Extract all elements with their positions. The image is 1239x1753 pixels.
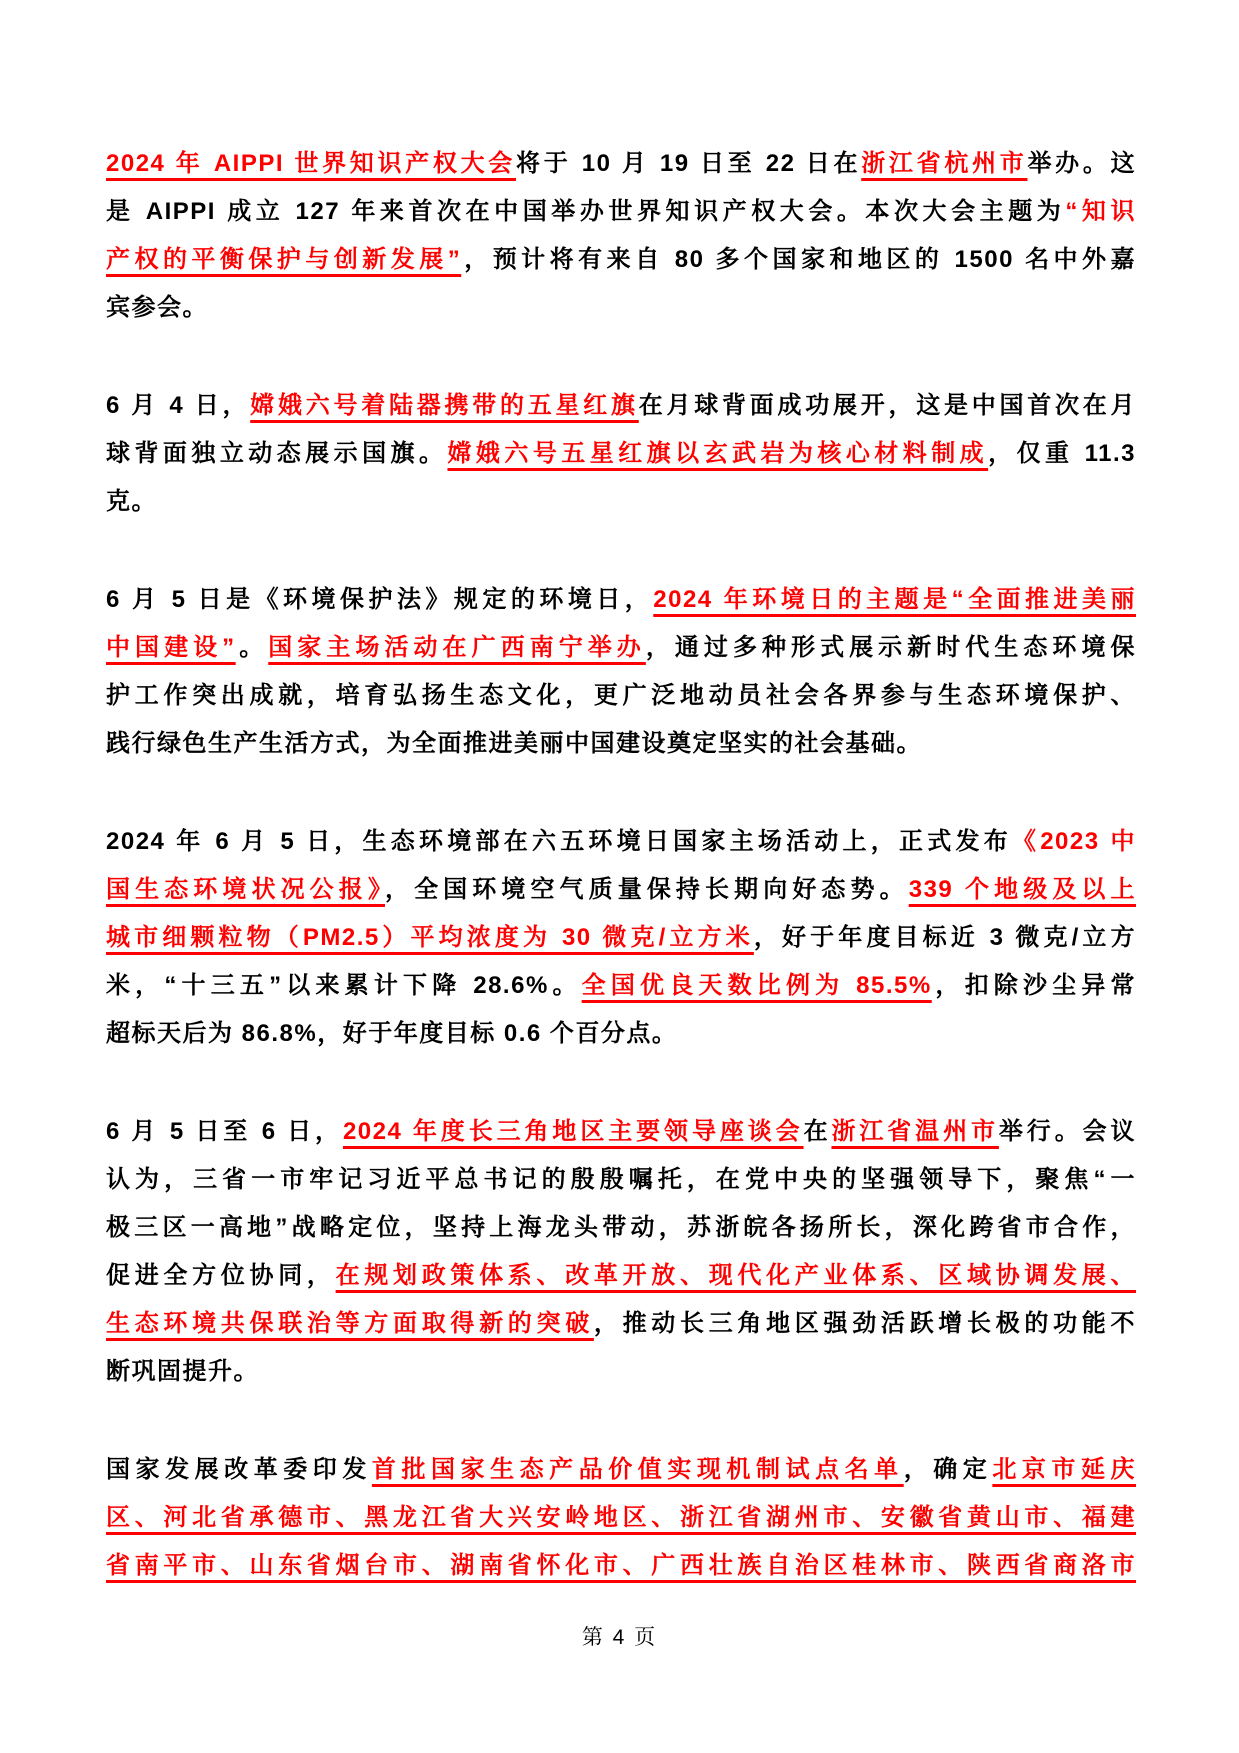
highlighted-text: 《2023 中 <box>1011 828 1136 855</box>
text-line <box>106 1252 1136 1300</box>
highlighted-underlined-text: 在规划政策体系、改革开放、现代化产业体系、区域协调发展、 <box>335 1262 1137 1289</box>
paragraph <box>106 1108 1136 1396</box>
text-line <box>106 914 1136 962</box>
body-text: 宾参会。 <box>106 294 208 321</box>
paragraph <box>106 140 1136 332</box>
body-text: 6 月 5 日至 6 日， <box>106 1118 343 1145</box>
highlighted-underlined-text: 生态环境共保联治等方面取得新的突破 <box>106 1310 594 1337</box>
highlighted-underlined-text: 城市细颗粒物（PM2.5）平均浓度为 30 微克/立方米 <box>106 924 754 951</box>
text-line <box>106 1542 1136 1590</box>
body-text: 极三区一高地”战略定位，坚持上海龙头带动，苏浙皖各扬所长，深化跨省市合作， <box>106 1214 1136 1241</box>
body-text: ，推动长三角地区强劲活跃增长极的功能不 <box>593 1310 1137 1337</box>
document-body <box>106 140 1136 1590</box>
body-text: 举办。这 <box>1027 150 1137 177</box>
body-text: ，仅重 11.3 <box>988 440 1137 467</box>
body-text: 断巩固提升。 <box>106 1358 259 1385</box>
body-text: 。 <box>235 634 269 661</box>
body-text: 是 AIPPI 成立 127 年来首次在中国举办世界知识产权大会。本次大会主题为 <box>106 198 1066 225</box>
body-text: ，全国环境空气质量保持长期向好态势。 <box>384 876 909 903</box>
body-text: 将于 10 月 19 日至 22 日在 <box>516 150 862 177</box>
body-text: 在月球背面成功展开，这是中国首次在月 <box>638 392 1137 419</box>
highlighted-underlined-text: 国生态环境状况公报》 <box>106 876 385 903</box>
highlighted-underlined-text: 区、河北省承德市、黑龙江省大兴安岭地区、浙江省湖州市、安徽省黄山市、福建 <box>106 1504 1136 1531</box>
paragraph <box>106 1446 1136 1590</box>
paragraph <box>106 576 1136 768</box>
highlighted-underlined-text: 2024 年度长三角地区主要领导座谈会 <box>342 1118 804 1145</box>
highlighted-underlined-text: 嫦娥六号着陆器携带的五星红旗 <box>250 392 639 419</box>
body-text: 促进全方位协同， <box>106 1262 336 1289</box>
highlighted-underlined-text: 浙江省温州市 <box>831 1118 999 1145</box>
text-line <box>106 1300 1136 1348</box>
highlighted-underlined-text: 首批国家生态产品价值实现机制试点名单 <box>371 1456 904 1483</box>
paragraph <box>106 382 1136 526</box>
text-line <box>106 866 1136 914</box>
body-text: ，预计将有来自 80 多个国家和地区的 1500 名中外嘉 <box>461 246 1137 273</box>
body-text: 6 月 5 日是《环境保护法》规定的环境日， <box>106 586 654 613</box>
text-line <box>106 672 1136 720</box>
text-line <box>106 1010 1136 1058</box>
text-line <box>106 236 1136 284</box>
highlighted-underlined-text: 全国优良天数比例为 85.5% <box>581 972 932 999</box>
text-line <box>106 1446 1136 1494</box>
text-line <box>106 1156 1136 1204</box>
highlighted-underlined-text: 嫦娥六号五星红旗以玄武岩为核心材料制成 <box>447 440 989 467</box>
body-text: 护工作突出成就，培育弘扬生态文化，更广泛地动员社会各界参与生态环境保护、 <box>106 682 1136 709</box>
text-line <box>106 188 1136 236</box>
highlighted-underlined-text: 产权的平衡保护与创新发展” <box>106 246 462 273</box>
body-text: 践行绿色生产生活方式，为全面推进美丽中国建设奠定坚实的社会基础。 <box>106 730 922 757</box>
highlighted-text: “知识 <box>1065 198 1136 225</box>
text-line <box>106 382 1136 430</box>
text-line <box>106 430 1136 478</box>
text-line <box>106 1494 1136 1542</box>
body-text: 球背面独立动态展示国旗。 <box>106 440 448 467</box>
text-line <box>106 624 1136 672</box>
body-text: ，通过多种形式展示新时代生态环境保 <box>645 634 1137 661</box>
body-text: 认为，三省一市牢记习近平总书记的殷殷嘱托，在党中央的坚强领导下，聚焦“一 <box>106 1166 1136 1193</box>
body-text: 国家发展改革委印发 <box>106 1456 372 1483</box>
body-text: 米，“十三五”以来累计下降 28.6%。 <box>106 972 582 999</box>
body-text: ，扣除沙尘异常 <box>931 972 1137 999</box>
body-text: ，好于年度目标近 3 微克/立方 <box>753 924 1136 951</box>
highlighted-underlined-text: 北京市延庆 <box>992 1456 1137 1483</box>
highlighted-underlined-text: 国家主场活动在广西南宁举办 <box>268 634 646 661</box>
text-line <box>106 1348 1136 1396</box>
body-text: 6 月 4 日， <box>106 392 251 419</box>
page-footer <box>0 1622 1239 1654</box>
highlighted-underlined-text: 浙江省杭州市 <box>861 150 1028 177</box>
text-line <box>106 818 1136 866</box>
text-line <box>106 1108 1136 1156</box>
body-text: 克。 <box>106 488 157 515</box>
highlighted-underlined-text: 2024 年 AIPPI 世界知识产权大会 <box>106 150 516 177</box>
text-line <box>106 962 1136 1010</box>
text-line <box>106 1204 1136 1252</box>
highlighted-underlined-text: 省南平市、山东省烟台市、湖南省怀化市、广西壮族自治区桂林市、陕西省商洛市 <box>106 1552 1136 1579</box>
highlighted-underlined-text: 2024 年环境日的主题是“全面推进美丽 <box>653 586 1136 613</box>
body-text: 在 <box>803 1118 832 1145</box>
highlighted-underlined-text: 339 个地级及以上 <box>908 876 1137 903</box>
body-text: 举行。会议 <box>998 1118 1137 1145</box>
body-text: 超标天后为 86.8%，好于年度目标 0.6 个百分点。 <box>106 1020 678 1047</box>
body-text: 2024 年 6 月 5 日，生态环境部在六五环境日国家主场活动上，正式发布 <box>106 828 1012 855</box>
text-line <box>106 140 1136 188</box>
highlighted-underlined-text: 中国建设” <box>106 634 236 661</box>
text-line <box>106 284 1136 332</box>
page-number: 第 4 页 <box>581 1626 658 1649</box>
text-line <box>106 478 1136 526</box>
body-text: ，确定 <box>903 1456 993 1483</box>
text-line <box>106 576 1136 624</box>
text-line <box>106 720 1136 768</box>
paragraph <box>106 818 1136 1058</box>
